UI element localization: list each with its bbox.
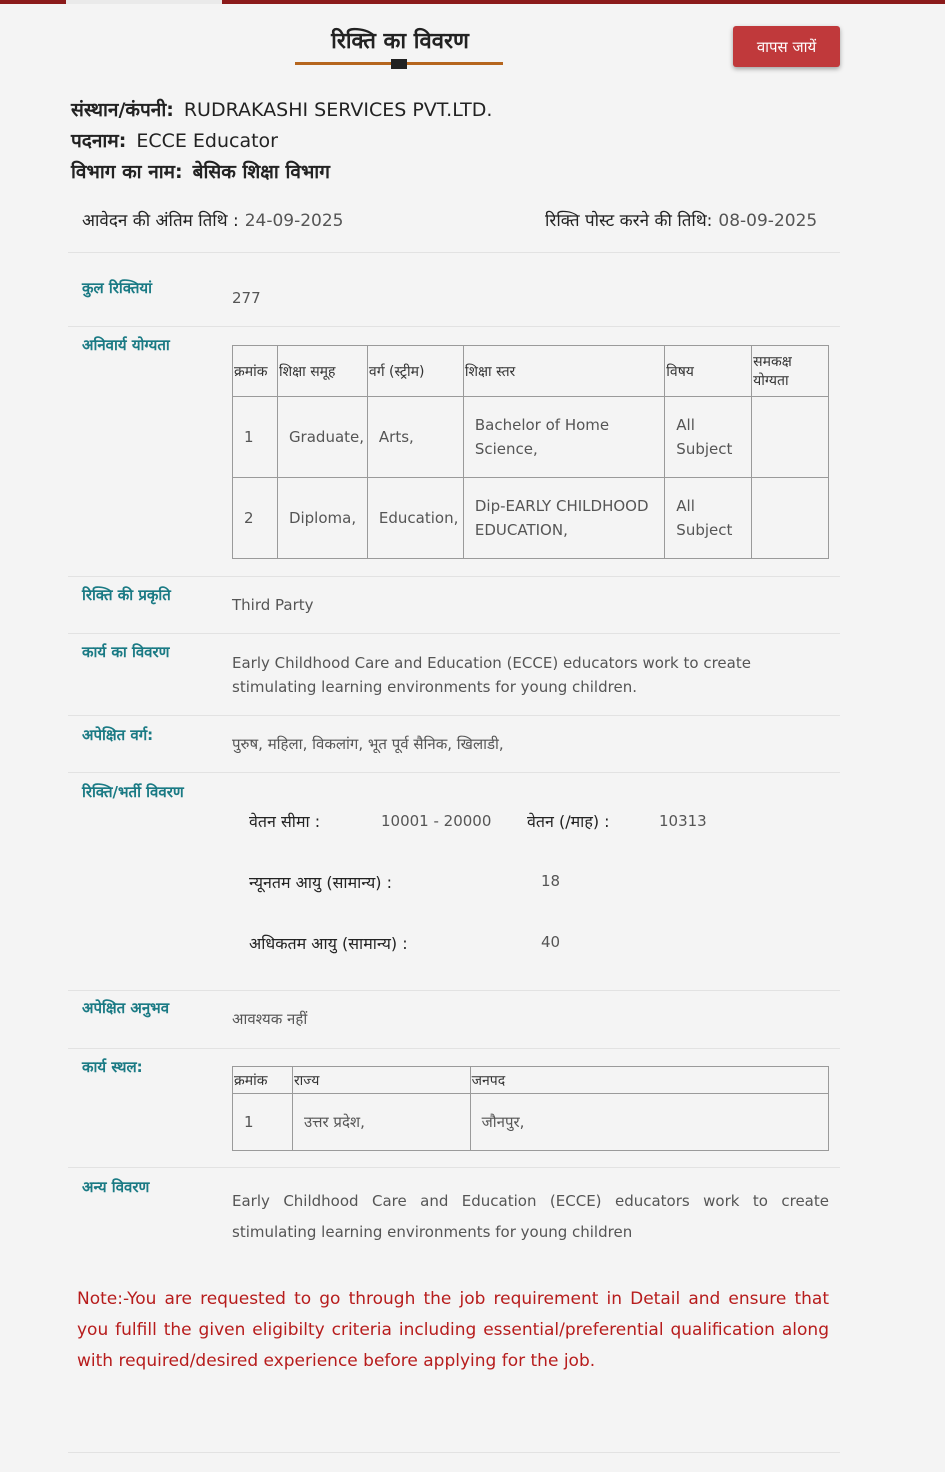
table-cell xyxy=(752,478,829,559)
salary-month-value: 10313 xyxy=(659,812,707,830)
post-date-label: रिक्ति पोस्ट करने की तिथि: xyxy=(545,211,713,231)
back-button[interactable]: वापस जायें xyxy=(733,26,840,67)
table-cell: 2 xyxy=(233,478,278,559)
other-details-label: अन्य विवरण xyxy=(82,1178,150,1196)
company-line xyxy=(71,96,492,122)
table-cell: Dip-EARLY CHILDHOOD EDUCATION, xyxy=(463,478,664,559)
column-header: शिक्षा समूह xyxy=(277,346,367,397)
table-cell: All Subject xyxy=(665,397,752,478)
table-cell: Education, xyxy=(367,478,463,559)
work-location-table xyxy=(232,1066,829,1151)
divider xyxy=(68,1048,840,1049)
top-accent-highlight xyxy=(66,0,222,4)
qualification-table xyxy=(232,345,829,559)
divider xyxy=(68,326,840,327)
max-age-label: अधिकतम आयु (सामान्य) : xyxy=(249,934,408,953)
table-cell: उत्तर प्रदेश, xyxy=(292,1094,470,1151)
divider xyxy=(68,633,840,634)
category-label: अपेक्षित वर्ग: xyxy=(82,726,154,744)
divider xyxy=(68,1167,840,1168)
nature-label: रिक्ति की प्रकृति xyxy=(82,586,171,604)
divider xyxy=(68,1452,840,1453)
salary-month-label: वेतन (/माह) : xyxy=(527,812,610,831)
min-age-value: 18 xyxy=(541,872,561,890)
table-row xyxy=(233,478,829,559)
company-label: संस्थान/कंपनी: xyxy=(71,99,174,121)
table-cell: 1 xyxy=(233,397,278,478)
page-title: रिक्ति का विवरण xyxy=(331,29,469,54)
qualification-label: अनिवार्य योग्यता xyxy=(82,336,170,354)
table-cell xyxy=(752,397,829,478)
job-description-label: कार्य का विवरण xyxy=(82,643,170,661)
max-age-value: 40 xyxy=(541,933,561,951)
post-date-value: 08-09-2025 xyxy=(718,211,818,231)
department-line xyxy=(71,158,340,184)
total-vacancies-value: 277 xyxy=(232,289,261,307)
divider xyxy=(68,715,840,716)
department-label: विभाग का नाम: xyxy=(71,161,183,183)
table-cell: Bachelor of Home Science, xyxy=(463,397,664,478)
column-header: जनपद xyxy=(470,1067,828,1094)
table-row xyxy=(233,1094,829,1151)
title-underline-ornament xyxy=(391,59,407,69)
table-row xyxy=(233,397,829,478)
category-value: पुरुष, महिला, विकलांग, भूत पूर्व सैनिक, खिलाडी, xyxy=(232,735,504,753)
last-date-row xyxy=(82,208,344,231)
divider xyxy=(68,990,840,991)
last-date-label: आवेदन की अंतिम तिथि : xyxy=(82,211,239,231)
table-cell: Diploma, xyxy=(277,478,367,559)
company-name: RUDRAKASHI SERVICES PVT.LTD. xyxy=(183,99,493,121)
column-header: विषय xyxy=(665,346,752,397)
column-header: समकक्ष योग्यता xyxy=(752,346,829,397)
post-line xyxy=(71,127,278,153)
eligibility-note: Note:-You are requested to go through the job requirement in Detail and ensure that you fulfill the given eligibilty criteria including essential/preferential qualification along with required/desired experience before applying for the job. xyxy=(77,1289,829,1371)
table-cell: 1 xyxy=(233,1094,293,1151)
table-header-row xyxy=(233,346,829,397)
salary-range-label: वेतन सीमा : xyxy=(249,812,321,831)
other-details-value: Early Childhood Care and Education (ECCE) educators work to create stimulating learning environments for young children xyxy=(232,1192,829,1241)
column-header: क्रमांक xyxy=(233,346,278,397)
table-cell: Graduate, xyxy=(277,397,367,478)
table-cell: All Subject xyxy=(665,478,752,559)
nature-value: Third Party xyxy=(232,596,314,614)
column-header: क्रमांक xyxy=(233,1067,293,1094)
divider xyxy=(68,252,840,253)
table-cell: जौनपुर, xyxy=(470,1094,828,1151)
min-age-label: न्यूनतम आयु (सामान्य) : xyxy=(249,873,393,892)
column-header: वर्ग (स्ट्रीम) xyxy=(367,346,463,397)
total-vacancies-label: कुल रिक्तियां xyxy=(82,279,152,297)
recruitment-label: रिक्ति/भर्ती विवरण xyxy=(82,783,184,801)
job-description-value: Early Childhood Care and Education (ECCE) educators work to create stimulating learning environments for young children. xyxy=(232,654,751,696)
column-header: राज्य xyxy=(292,1067,470,1094)
salary-range-value: 10001 - 20000 xyxy=(381,812,492,830)
experience-value: आवश्यक नहीं xyxy=(232,1010,308,1028)
column-header: शिक्षा स्तर xyxy=(463,346,664,397)
table-cell: Arts, xyxy=(367,397,463,478)
department-name: बेसिक शिक्षा विभाग xyxy=(192,161,330,183)
post-label: पदनाम: xyxy=(71,130,127,152)
post-name: ECCE Educator xyxy=(136,130,278,152)
last-date-value: 24-09-2025 xyxy=(244,211,344,231)
divider xyxy=(68,772,840,773)
work-location-label: कार्य स्थल: xyxy=(82,1058,143,1076)
table-header-row xyxy=(233,1067,829,1094)
post-date-row xyxy=(545,208,817,231)
experience-label: अपेक्षित अनुभव xyxy=(82,999,170,1017)
divider xyxy=(68,576,840,577)
